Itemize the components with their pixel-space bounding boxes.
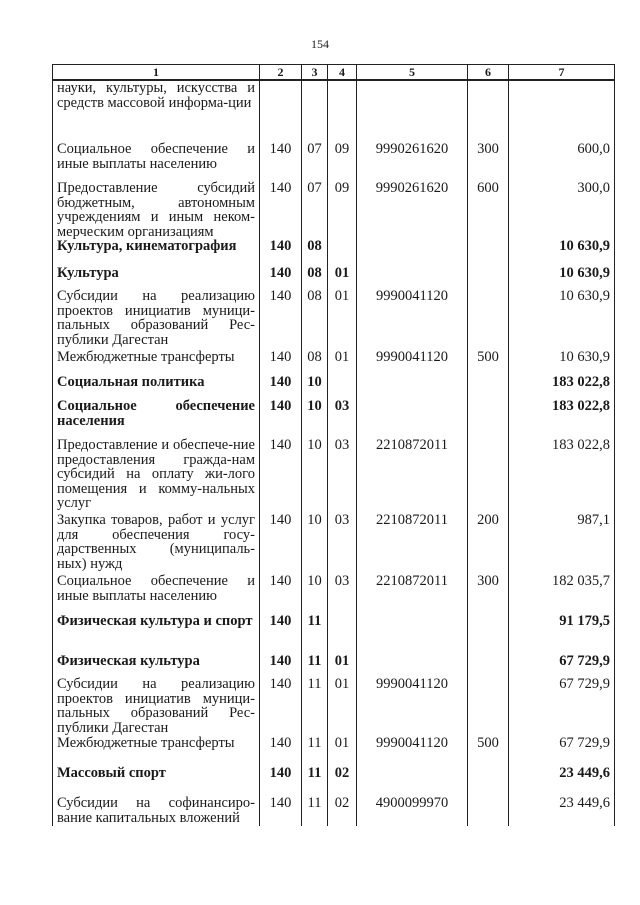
- section-code: 07: [302, 181, 328, 239]
- expense-type-code: [468, 766, 509, 796]
- item-name: Предоставление и обеспече-ние предоставления гражда-нам субсидий на оплату жи-лого помещения и комму-нальных услуг: [53, 438, 260, 513]
- section-code: 08: [302, 289, 328, 350]
- section-code: 08: [302, 266, 328, 289]
- table-header-row: [53, 65, 615, 81]
- amount: 10 630,9: [509, 289, 615, 350]
- ministry-code: 140: [260, 399, 302, 438]
- item-name: Субсидии на реализацию проектов инициатив муници-пальных образований Рес-публики Дагестан: [53, 289, 260, 350]
- amount: 10 630,9: [509, 350, 615, 375]
- expense-type-code: [468, 399, 509, 438]
- item-name: Межбюджетные трансферты: [53, 736, 260, 766]
- item-name: Социальная политика: [53, 375, 260, 399]
- table-row: [53, 399, 615, 438]
- item-name: Физическая культура: [53, 654, 260, 677]
- expense-type-code: 300: [468, 142, 509, 181]
- expense-type-code: [468, 614, 509, 654]
- ministry-code: 140: [260, 266, 302, 289]
- expense-type-code: [468, 375, 509, 399]
- ministry-code: 140: [260, 574, 302, 614]
- amount: 23 449,6: [509, 796, 615, 826]
- subsection-code: 03: [328, 399, 357, 438]
- column-header: 1: [53, 65, 260, 81]
- subsection-code: [328, 239, 357, 266]
- expense-type-code: [468, 796, 509, 826]
- expense-type-code: [468, 289, 509, 350]
- section-code: 10: [302, 438, 328, 513]
- item-name: Социальное обеспечение и иные выплаты населению: [53, 574, 260, 614]
- amount: 987,1: [509, 513, 615, 574]
- ministry-code: 140: [260, 181, 302, 239]
- subsection-code: 02: [328, 766, 357, 796]
- subsection-code: 09: [328, 142, 357, 181]
- expense-type-code: 300: [468, 574, 509, 614]
- table-row: [53, 142, 615, 181]
- table-row: [53, 289, 615, 350]
- ministry-code: 140: [260, 513, 302, 574]
- budget-table: [52, 64, 615, 826]
- table-row: [53, 677, 615, 736]
- expense-type-code: 500: [468, 736, 509, 766]
- section-code: 08: [302, 350, 328, 375]
- column-header: 4: [328, 65, 357, 81]
- amount: 67 729,9: [509, 736, 615, 766]
- amount: 300,0: [509, 181, 615, 239]
- item-name: Культура, кинематография: [53, 239, 260, 266]
- table-row: [53, 614, 615, 654]
- expense-type-code: [468, 438, 509, 513]
- target-article-code: 2210872011: [357, 438, 468, 513]
- target-article-code: [357, 654, 468, 677]
- ministry-code: 140: [260, 289, 302, 350]
- section-code: 11: [302, 796, 328, 826]
- subsection-code: [328, 80, 357, 142]
- subsection-code: 01: [328, 654, 357, 677]
- column-header: 6: [468, 65, 509, 81]
- expense-type-code: [468, 239, 509, 266]
- item-name: Социальное обеспечение и иные выплаты населению: [53, 142, 260, 181]
- item-name: Закупка товаров, работ и услуг для обеспечения госу-дарственных (муниципаль-ных) нужд: [53, 513, 260, 574]
- subsection-code: 02: [328, 796, 357, 826]
- target-article-code: 9990261620: [357, 142, 468, 181]
- amount: 23 449,6: [509, 766, 615, 796]
- section-code: 11: [302, 614, 328, 654]
- item-name: Социальное обеспечение населения: [53, 399, 260, 438]
- target-article-code: [357, 614, 468, 654]
- amount: 183 022,8: [509, 399, 615, 438]
- section-code: 10: [302, 574, 328, 614]
- table-row: [53, 796, 615, 826]
- ministry-code: 140: [260, 438, 302, 513]
- section-code: 08: [302, 239, 328, 266]
- target-article-code: [357, 239, 468, 266]
- expense-type-code: [468, 266, 509, 289]
- subsection-code: 03: [328, 513, 357, 574]
- table-row: [53, 266, 615, 289]
- ministry-code: 140: [260, 766, 302, 796]
- ministry-code: 140: [260, 736, 302, 766]
- target-article-code: 2210872011: [357, 574, 468, 614]
- amount: 183 022,8: [509, 438, 615, 513]
- section-code: 11: [302, 654, 328, 677]
- amount: 182 035,7: [509, 574, 615, 614]
- table-row: [53, 80, 615, 142]
- target-article-code: 9990041120: [357, 736, 468, 766]
- expense-type-code: [468, 677, 509, 736]
- subsection-code: 09: [328, 181, 357, 239]
- subsection-code: [328, 375, 357, 399]
- expense-type-code: 500: [468, 350, 509, 375]
- target-article-code: 4900099970: [357, 796, 468, 826]
- target-article-code: 9990041120: [357, 289, 468, 350]
- amount: 91 179,5: [509, 614, 615, 654]
- subsection-code: 01: [328, 736, 357, 766]
- ministry-code: 140: [260, 796, 302, 826]
- table-row: [53, 239, 615, 266]
- amount: [509, 80, 615, 142]
- item-name: Предоставление субсидий бюджетным, автономным учреждениям и иным неком-мерческим организациям: [53, 181, 260, 239]
- ministry-code: [260, 80, 302, 142]
- subsection-code: 01: [328, 350, 357, 375]
- section-code: 11: [302, 677, 328, 736]
- expense-type-code: [468, 654, 509, 677]
- table-row: [53, 375, 615, 399]
- table-row: [53, 766, 615, 796]
- amount: 10 630,9: [509, 266, 615, 289]
- ministry-code: 140: [260, 654, 302, 677]
- amount: 183 022,8: [509, 375, 615, 399]
- target-article-code: [357, 80, 468, 142]
- expense-type-code: 600: [468, 181, 509, 239]
- item-name: Культура: [53, 266, 260, 289]
- target-article-code: 9990261620: [357, 181, 468, 239]
- section-code: 10: [302, 375, 328, 399]
- item-name: Субсидии на софинансиро-вание капитальных вложений: [53, 796, 260, 826]
- target-article-code: [357, 375, 468, 399]
- item-name: науки, культуры, искусства и средств массовой информа-ции: [53, 80, 260, 142]
- ministry-code: 140: [260, 239, 302, 266]
- subsection-code: 01: [328, 289, 357, 350]
- item-name: Межбюджетные трансферты: [53, 350, 260, 375]
- table-row: [53, 350, 615, 375]
- section-code: 10: [302, 399, 328, 438]
- target-article-code: [357, 266, 468, 289]
- table-row: [53, 574, 615, 614]
- ministry-code: 140: [260, 350, 302, 375]
- expense-type-code: 200: [468, 513, 509, 574]
- amount: 10 630,9: [509, 239, 615, 266]
- subsection-code: [328, 614, 357, 654]
- subsection-code: 01: [328, 677, 357, 736]
- page-number: 154: [311, 37, 329, 51]
- item-name: Массовый спорт: [53, 766, 260, 796]
- item-name: Физическая культура и спорт: [53, 614, 260, 654]
- item-name: Субсидии на реализацию проектов инициатив муници-пальных образований Рес-публики Дагестан: [53, 677, 260, 736]
- expense-type-code: [468, 80, 509, 142]
- subsection-code: 01: [328, 266, 357, 289]
- table-row: [53, 736, 615, 766]
- target-article-code: 9990041120: [357, 350, 468, 375]
- target-article-code: [357, 399, 468, 438]
- table-row: [53, 181, 615, 239]
- table-row: [53, 513, 615, 574]
- column-header: 3: [302, 65, 328, 81]
- target-article-code: 9990041120: [357, 677, 468, 736]
- target-article-code: [357, 766, 468, 796]
- section-code: 10: [302, 513, 328, 574]
- section-code: 11: [302, 766, 328, 796]
- table-row: [53, 438, 615, 513]
- amount: 67 729,9: [509, 677, 615, 736]
- table-row: [53, 654, 615, 677]
- column-header: 7: [509, 65, 615, 81]
- column-header: 2: [260, 65, 302, 81]
- amount: 600,0: [509, 142, 615, 181]
- subsection-code: 03: [328, 574, 357, 614]
- ministry-code: 140: [260, 614, 302, 654]
- ministry-code: 140: [260, 375, 302, 399]
- target-article-code: 2210872011: [357, 513, 468, 574]
- subsection-code: 03: [328, 438, 357, 513]
- column-header: 5: [357, 65, 468, 81]
- section-code: 07: [302, 142, 328, 181]
- ministry-code: 140: [260, 677, 302, 736]
- amount: 67 729,9: [509, 654, 615, 677]
- section-code: 11: [302, 736, 328, 766]
- ministry-code: 140: [260, 142, 302, 181]
- section-code: [302, 80, 328, 142]
